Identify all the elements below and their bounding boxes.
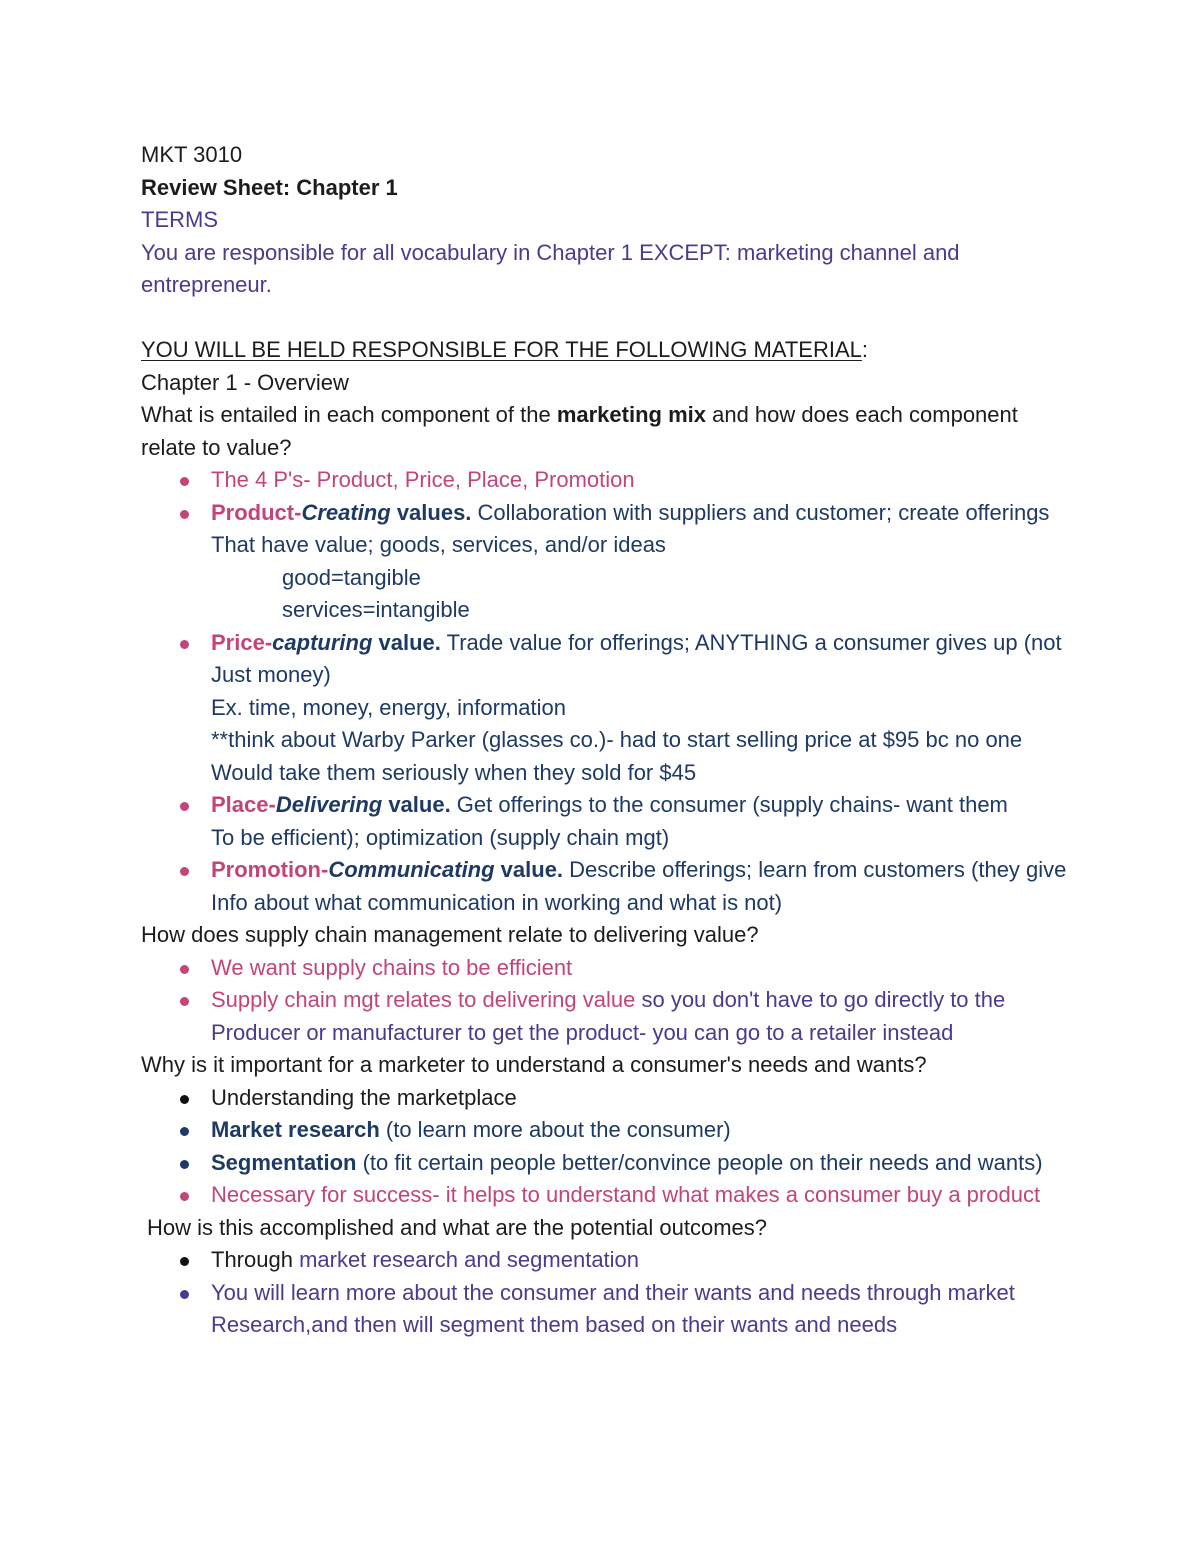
place-text: Get offerings to the consumer (supply chains- want them [450, 792, 1008, 817]
bullet-promotion [141, 854, 1181, 887]
place-line-2: To be efficient); optimization (supply chain mgt) [211, 824, 670, 850]
bullet-market-research [141, 1114, 1181, 1147]
needs-b3-text: (to fit certain people better/convince people on their needs and wants) [356, 1149, 1043, 1175]
place-label: Place- [211, 792, 276, 817]
terms-text-line-1: You are responsible for all vocabulary in Chapter 1 EXCEPT: marketing channel and [141, 239, 960, 265]
bullet-dot [180, 997, 189, 1006]
bullet-dot [180, 1192, 189, 1201]
needs-b3-bold: Segmentation [211, 1149, 357, 1175]
promotion-em: Communicating [328, 857, 495, 882]
responsible-heading [141, 334, 1181, 367]
bullet-supply-efficient [141, 952, 1181, 985]
product-sub-2: services=intangible [282, 597, 470, 622]
question-needs-wants: Why is it important for a marketer to understand a consumer's needs and wants? [141, 1052, 927, 1077]
bullet-dot [180, 477, 189, 486]
bullet-through [141, 1244, 1181, 1277]
bullet-necessary [141, 1179, 1181, 1212]
bullet-dot [180, 640, 189, 649]
q1-post: and how does each component [705, 402, 1018, 427]
promotion-line-2: Info about what communication in working and what is not) [211, 889, 783, 915]
needs-b2-bold: Market research [211, 1117, 380, 1142]
product-em: Creating [301, 499, 391, 525]
bullet-dot [180, 1160, 189, 1169]
price-line-2: Just money) [211, 662, 331, 687]
outcomes-b1-pre: Through [211, 1247, 300, 1272]
question-marketing-mix-cont: relate to value? [141, 434, 292, 460]
course-code: MKT 3010 [141, 142, 243, 167]
price-em: capturing [272, 629, 373, 655]
product-strong: values. [390, 499, 472, 525]
responsible-heading-text: YOU WILL BE HELD RESPONSIBLE FOR THE FOLLOWING MATERIAL [141, 337, 862, 362]
supply-b2-purple: so you don't have to go directly to the [635, 987, 1006, 1012]
bullet-four-ps [141, 464, 1181, 497]
page-title: Review Sheet: Chapter 1 [141, 174, 398, 200]
supply-b2-pink: Supply chain mgt relates to delivering value [211, 987, 636, 1012]
supply-b2-line-2: Producer or manufacturer to get the product- you can go to a retailer instead [211, 1019, 954, 1045]
bullet-segmentation [141, 1147, 1181, 1180]
question-supply-chain: How does supply chain management relate to delivering value? [141, 922, 759, 947]
supply-b1-text: We want supply chains to be efficient [211, 954, 573, 980]
bullet-dot [180, 965, 189, 974]
terms-text-continued [141, 269, 1181, 302]
four-ps-text: The 4 P's- Product, Price, Place, Promotion [211, 467, 635, 492]
promotion-strong: value. [494, 857, 564, 882]
promotion-text: Describe offerings; learn from customers (they give [563, 857, 1067, 882]
promotion-label: Promotion- [211, 857, 329, 882]
needs-b4-text: Necessary for success- it helps to understand what makes a consumer buy a product [211, 1182, 1041, 1207]
bullet-dot [180, 1127, 189, 1136]
product-text: Collaboration with suppliers and customer; create offerings [471, 499, 1050, 525]
bullet-dot [180, 510, 189, 519]
price-text: Trade value for offerings; ANYTHING a consumer gives up (not [440, 629, 1062, 655]
bullet-dot [180, 1095, 189, 1104]
bullet-dot [180, 802, 189, 811]
terms-text [141, 237, 1181, 270]
question-outcomes: How is this accomplished and what are the potential outcomes? [147, 1214, 768, 1240]
bullet-supply-delivering [141, 984, 1181, 1017]
bullet-price [141, 627, 1181, 660]
blank-line [141, 302, 1181, 335]
needs-b1-text: Understanding the marketplace [211, 1084, 517, 1110]
bullet-dot [180, 1257, 189, 1266]
outcomes-b1-purple: market research and segmentation [299, 1247, 640, 1272]
price-line-3: Ex. time, money, energy, information [211, 694, 566, 720]
product-line-2: That have value; goods, services, and/or ideas [211, 532, 666, 557]
price-line-5: Would take them seriously when they sold for $45 [211, 759, 697, 785]
product-sub-1: good=tangible [282, 564, 421, 590]
needs-b2-text: (to learn more about the consumer) [379, 1117, 731, 1142]
outcomes-b2-text: You will learn more about the consumer and their wants and needs through market [211, 1279, 1015, 1305]
place-em: Delivering [275, 792, 383, 817]
bullet-learn-more [141, 1277, 1181, 1310]
document-content [141, 139, 1181, 1342]
place-strong: value. [382, 792, 451, 817]
outcomes-b2-line-2: Research,and then will segment them based on their wants and needs [211, 1312, 898, 1337]
responsible-heading-colon: : [861, 337, 868, 362]
price-label: Price- [211, 629, 273, 655]
q1-pre: What is entailed in each component of the [141, 402, 557, 427]
price-strong: value. [372, 629, 441, 655]
question-marketing-mix [141, 399, 1181, 432]
bullet-dot [180, 867, 189, 876]
bullet-product [141, 497, 1181, 530]
terms-text-line-2: entrepreneur. [141, 272, 272, 297]
terms-heading: TERMS [141, 207, 218, 232]
price-line-4: **think about Warby Parker (glasses co.)- had to start selling price at $95 bc no one [211, 727, 1023, 752]
overview-heading: Chapter 1 - Overview [141, 369, 349, 395]
product-label: Product- [211, 499, 302, 525]
q1-bold: marketing mix [556, 402, 706, 427]
bullet-place [141, 789, 1181, 822]
bullet-dot [180, 1290, 189, 1299]
bullet-marketplace [141, 1082, 1181, 1115]
